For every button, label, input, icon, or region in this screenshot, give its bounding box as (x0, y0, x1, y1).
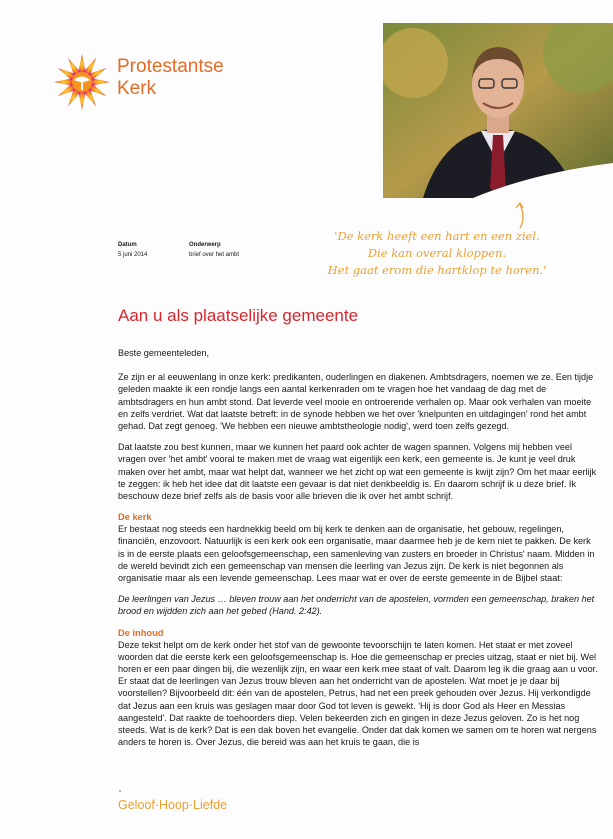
paragraph-4: Deze tekst helpt om de kerk onder het stof van de gewoonte tevoorschijn te laten komen. Het staat er met zoveel woorden dat die eerste kerk een geloofsgemeenschap is. Hoe die gemeenschap er precies uitzag, staat er niet bij. Wel horen er een paar dingen bij, die wezenlijk zijn, en waar een kerk mee staat of valt. Daarom leg ik die graag aan u voor. Er staat dat de leerlingen van Jezus trouw bleven aan het onderricht van de apostelen. Wat moet je je daar bij voorstellen? Bijvoorbeeld dit: één van de apostelen, Petrus, had net een preek gehouden over Jezus. Hij verkondigde dat Jezus aan een kruis was geslagen maar door God tot leven is gewekt. 'Hij is door God als Heer en Messias aangesteld'. Dat raakte de toehoorders diep. Velen bekeerden zich en gingen in deze Jezus geloven. Zo is het nog steeds. Wat is de kerk? Dat is een dak boven het evangelie. Onder dat dak komen we samen om te horen wat nergens anders te horen is. Over Jezus, die bereid was aan het kruis te gaan, die is (118, 639, 598, 748)
bible-quote: De leerlingen van Jezus … bleven trouw aan het onderricht van de apostelen, vormden een gemeenschap, braken het brood en wijdden zich aan het gebed (Hand. 2:42). (118, 594, 595, 617)
quote-line1: 'De kerk heeft een hart en een ziel. (334, 229, 540, 243)
salutation: Beste gemeenteleden, (118, 348, 210, 358)
handwritten-arrow-icon (510, 200, 530, 230)
portrait-photo (383, 23, 613, 198)
letter-body (118, 347, 598, 757)
org-name-line2: Kerk (117, 78, 157, 99)
letter-title: Aan u als plaatselijke gemeente (118, 306, 359, 325)
heading-de-kerk: De kerk (118, 512, 152, 523)
paragraph-2: Dat laatste zou best kunnen, maar we kunnen het paard ook achter de wagen spannen. Volgens mij hebben veel vragen over 'het ambt' vooral te maken met de vraag wat eigenlijk een kerk, een gemeente is. Je kunt je veel druk maken over het ambt, maar wat helpt dat, wanneer we het zicht op wat een gemeente is kwijt zijn? Om het maar eerlijk te zeggen: ik heb het idee dat dit laatste een gevaar is dat niet denkbeeldig is. En daarom schrijf ik u deze brief. Ik beschouw deze brief zelfs als de basis voor alle brieven die ik over het ambt schrijf. (118, 442, 597, 502)
paragraph-3: Er bestaat nog steeds een hardnekkig beeld om bij kerk te denken aan de organisatie, het gebouw, regelingen, financiën, enzovoort. Natuurlijk is een kerk ook een organisatie, maar daarmee heb je de kern niet te pakken. De kerk is in de eerste plaats een geloofsgemeenschap, een samenleving van zusters en broeder in Christus' naam. Midden in de wereld bevindt zich een gemeenschap van mensen die leerling van Jezus zijn. De kerk is niet begonnen als organisatie maar als een levende gemeenschap. Lees maar wat er over de eerste gemeente in de Bijbel staat: (118, 524, 595, 584)
quote-line2: Die kan overal kloppen. (367, 246, 507, 260)
quote-line3: Het gaat erom die hartklop te horen.' (327, 263, 547, 277)
org-name-line1: Protestantse (117, 56, 224, 77)
date-value: 5 juni 2014 (118, 252, 148, 258)
date-label: Datum (118, 242, 137, 248)
paragraph-1: Ze zijn er al eeuwenlang in onze kerk: predikanten, ouderlingen en diakenen. Ambtsdragers, noemen we ze. Een tijdje geleden maakte ik een rondje langs een aantal kerkenraden om te vragen hoe het vandaag de dag met de ambtsdragers en hun ambt stond. Dat leverde veel mooie en ontroerende verhalen op. Maar ook verhalen van moeite en zelfs verdriet. Wat dat laatste betreft: in de synode hebben we het over 'knelpunten en uitdagingen' rond het ambt gehad. Dat zegt genoeg. 'We hebben een nieuwe ambtstheologie nodig', werd toen zelfs gezegd. (118, 372, 594, 432)
heading-de-inhoud: De inhoud (118, 627, 164, 638)
footer-dot (119, 790, 121, 792)
handwritten-quote (322, 228, 552, 279)
subject-value: brief over het ambt (189, 252, 240, 258)
organization-name (117, 56, 224, 100)
footer-motto: Geloof·Hoop·Liefde (118, 798, 228, 812)
subject-label: Onderwerp (189, 242, 221, 248)
date-block (118, 240, 147, 260)
subject-block (189, 240, 239, 260)
protestantse-kerk-logo-icon (52, 52, 112, 112)
